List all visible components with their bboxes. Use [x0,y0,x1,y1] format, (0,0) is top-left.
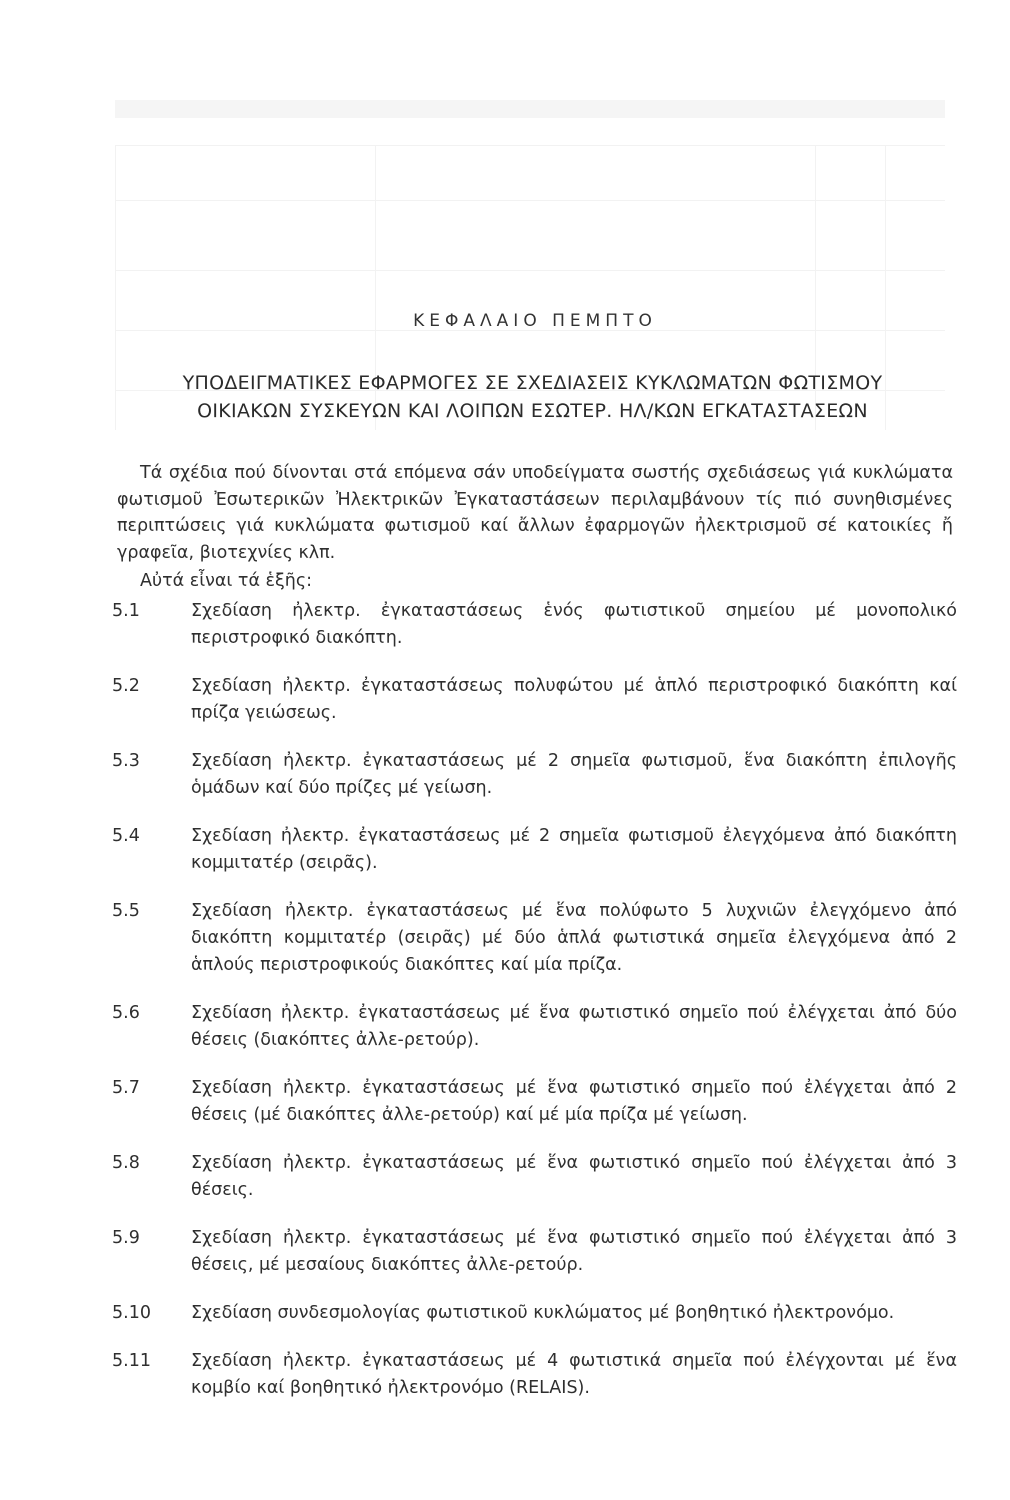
item-number: 5.5 [112,901,140,921]
list-item [112,1225,957,1279]
item-number: 5.7 [112,1078,140,1098]
item-text: Σχεδίαση ἠλεκτρ. ἐγκαταστάσεως μέ 4 φωτιστικά σημεῖα πού ἐλέγχονται μέ ἕνα κομβίο καί βοηθητικό ἠλεκτρονόμο (RELAIS). [191,1351,957,1398]
item-text: Σχεδίαση ἠλεκτρ. ἐγκαταστάσεως μέ ἕνα πολύφωτο 5 λυχνιῶν ἐλεγχόμενο ἀπό διακόπτη κομμιτατέρ (σειρᾶς) μέ δύο ἁπλά φωτιστικά σημεῖα ἐλεγχόμενα ἀπό 2 ἁπλούς περιστροφικούς διακόπτες καί μία πρίζα. [191,901,957,975]
list-item [112,1300,957,1327]
design-list [112,598,957,1402]
chapter-title-line-1: ΥΠΟΔΕΙΓΜΑΤΙΚΕΣ ΕΦΑΡΜΟΓΕΣ ΣΕ ΣΧΕΔΙΑΣΕΙΣ ΚΥΚΛΩΜΑΤΩΝ ΦΩΤΙΣΜΟΥ [182,372,883,394]
item-number: 5.8 [112,1153,140,1173]
list-lead: Αὐτά εἶναι τά ἑξῆς: [140,571,313,591]
item-text: Σχεδίαση ἠλεκτρ. ἐγκαταστάσεως μέ ἕνα φωτιστικό σημεῖο πού ἐλέγχεται ἀπό 3 θέσεις. [191,1153,957,1200]
item-text: Σχεδίαση ἠλεκτρ. ἐγκαταστάσεως μέ 2 σημεῖα φωτισμοῦ ἐλεγχόμενα ἀπό διακόπτη κομμιτατέρ (σειρᾶς). [191,826,957,873]
item-number: 5.6 [112,1003,140,1023]
chapter-title [115,369,950,425]
chapter-label: ΚΕΦΑΛΑΙΟ ΠΕΜΠΤΟ [413,311,657,331]
item-text: Σχεδίαση ἠλεκτρ. ἐγκαταστάσεως πολυφώτου μέ ἁπλό περιστροφικό διακόπτη καί πρίζα γειώσεως. [191,676,957,723]
list-item [112,598,957,652]
item-text: Σχεδίαση ἠλεκτρ. ἐγκαταστάσεως ἑνός φωτιστικοῦ σημείου μέ μονοπολικό περιστροφικό διακόπτη. [191,601,957,648]
item-number: 5.3 [112,751,140,771]
item-text: Σχεδίαση ἠλεκτρ. ἐγκαταστάσεως μέ ἕνα φωτιστικό σημεῖο πού ἐλέγχεται ἀπό 2 θέσεις (μέ διακόπτες ἀλλε-ρετούρ) καί μέ μία πρίζα μέ γείωση. [191,1078,957,1125]
item-text: Σχεδίαση ἠλεκτρ. ἐγκαταστάσεως μέ ἕνα φωτιστικό σημεῖο πού ἐλέγχεται ἀπό δύο θέσεις (διακόπτες ἀλλε-ρετούρ). [191,1003,957,1050]
item-text: Σχεδίαση ἠλεκτρ. ἐγκαταστάσεως μέ ἕνα φωτιστικό σημεῖο πού ἐλέγχεται ἀπό 3 θέσεις, μέ μεσαίους διακόπτες ἀλλε-ρετούρ. [191,1228,957,1275]
item-number: 5.11 [112,1351,151,1371]
list-item [112,1348,957,1402]
item-text: Σχεδίαση ἠλεκτρ. ἐγκαταστάσεως μέ 2 σημεῖα φωτισμοῦ, ἕνα διακόπτη ἐπιλογῆς ὁμάδων καί δύο πρίζες μέ γείωση. [191,751,957,798]
item-number: 5.9 [112,1228,140,1248]
list-item [112,673,957,727]
item-number: 5.1 [112,601,140,621]
chapter-title-line-2: ΟΙΚΙΑΚΩΝ ΣΥΣΚΕΥΩΝ ΚΑΙ ΛΟΙΠΩΝ ΕΣΩΤΕΡ. ΗΛ/ΚΩΝ ΕΓΚΑΤΑΣΤΑΣΕΩΝ [197,400,868,422]
item-number: 5.10 [112,1303,151,1323]
item-number: 5.2 [112,676,140,696]
list-item [112,748,957,802]
item-text: Σχεδίαση συνδεσμολογίας φωτιστικοῦ κυκλώματος μέ βοηθητικό ἠλεκτρονόμο. [191,1303,895,1323]
list-item [112,1000,957,1054]
list-item [112,1150,957,1204]
item-number: 5.4 [112,826,140,846]
list-item [112,1075,957,1129]
list-item [112,823,957,877]
intro-paragraph: Τά σχέδια πού δίνονται στά επόμενα σάν υποδείγματα σωστής σχεδιάσεως γιά κυκλώματα φωτισμοῦ Ἐσωτερικῶν Ἠλεκτρικῶν Ἐγκαταστάσεων περιλαμβάνουν τίς πιό συνηθισμένες περιπτώσεις γιά κυκλώματα φωτισμοῦ καί ἄλλων ἐφαρμογῶν ἠλεκτρισμοῦ σέ κατοικίες ἤ γραφεῖα, βιοτεχνίες κλπ. [117,463,953,563]
list-item [112,898,957,979]
